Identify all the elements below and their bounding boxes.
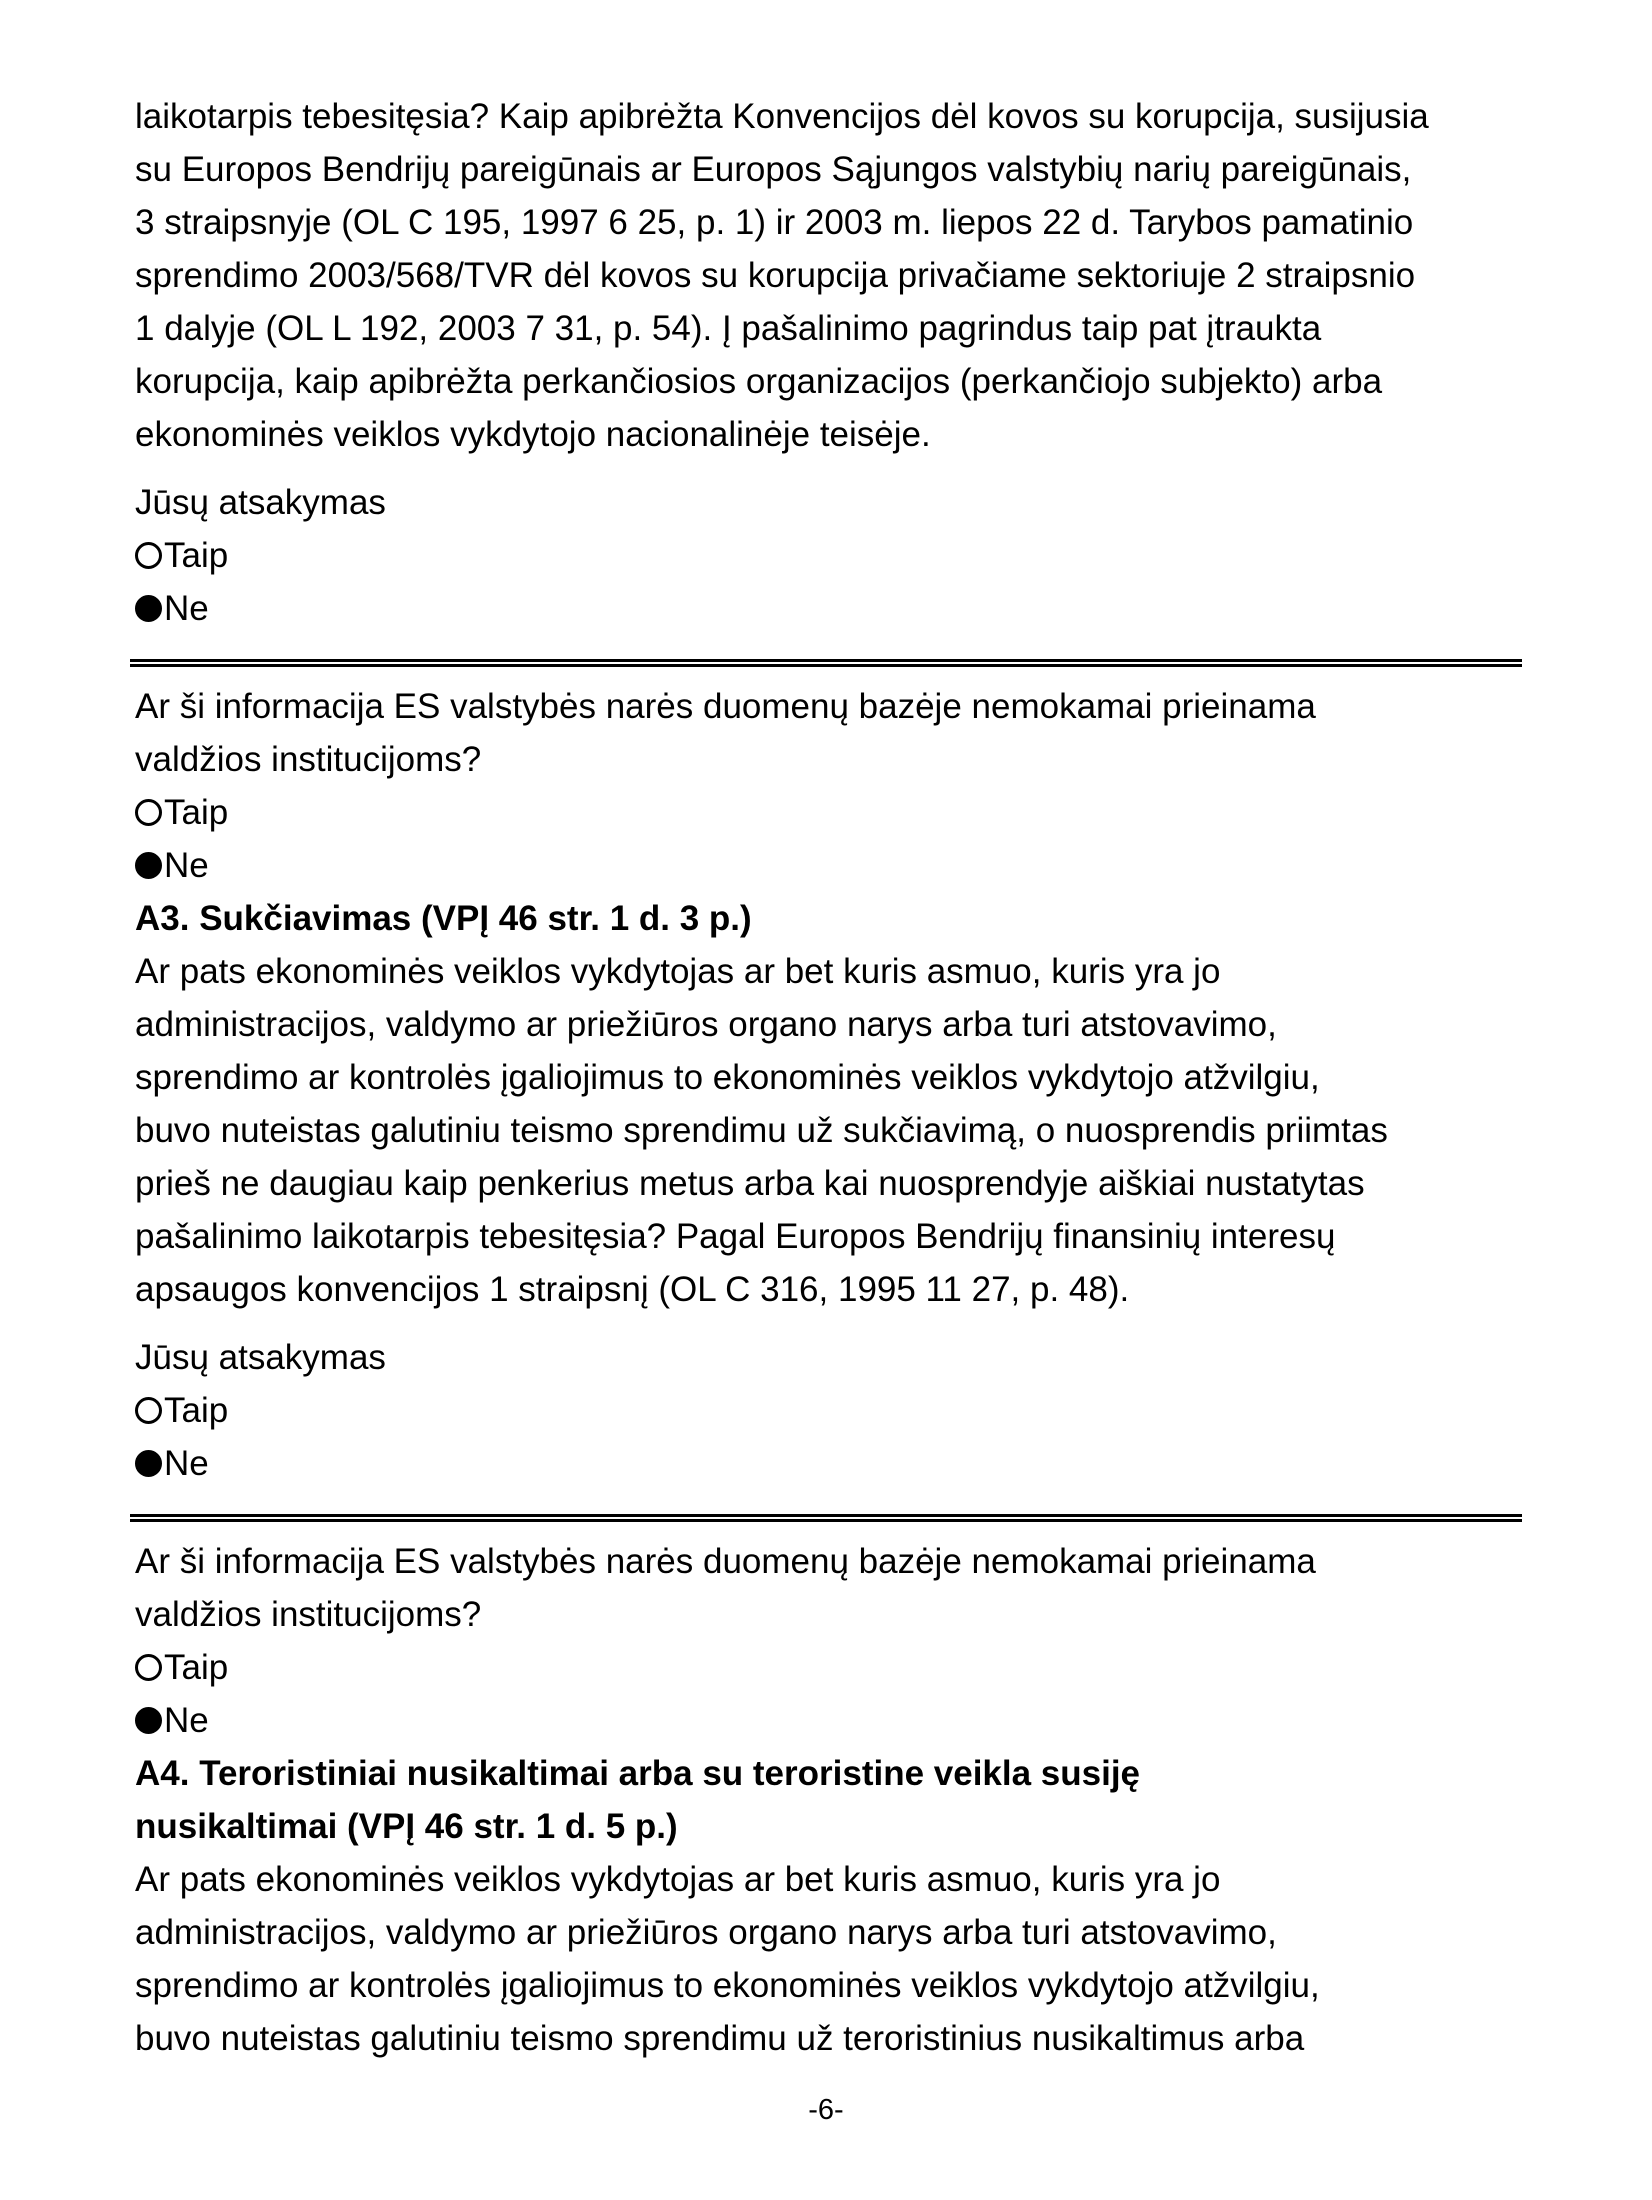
- text-line: prieš ne daugiau kaip penkerius metus arba kai nuosprendyje aiškiai nustatytas: [135, 1164, 1365, 1203]
- answer-label: Jūsų atsakymas: [135, 483, 386, 522]
- text-line: buvo nuteistas galutiniu teismo sprendimu už teroristinius nusikaltimus arba: [135, 2019, 1305, 2058]
- text-line: ekonominės veiklos vykdytojo nacionalinėje teisėje.: [135, 415, 931, 454]
- text-line: A4. Teroristiniai nusikaltimai arba su teroristine veikla susiję: [135, 1754, 1141, 1793]
- text-line: Ar pats ekonominės veiklos vykdytojas ar bet kuris asmuo, kuris yra jo: [135, 952, 1221, 991]
- text-line: korupcija, kaip apibrėžta perkančiosios organizacijos (perkančiojo subjekto) arba: [135, 362, 1383, 401]
- radio-button-icon[interactable]: [135, 1654, 162, 1681]
- radio-option-label: Taip: [164, 793, 229, 832]
- text-line: sprendimo ar kontrolės įgaliojimus to ekonominės veiklos vykdytojo atžvilgiu,: [135, 1966, 1320, 2005]
- text-line: pašalinimo laikotarpis tebesitęsia? Pagal Europos Bendrijų finansinių interesų: [135, 1217, 1336, 1256]
- section-a4-heading: [135, 1747, 1555, 1853]
- text-line: Ar ši informacija ES valstybės narės duomenų bazėje nemokamai prieinama: [135, 1542, 1316, 1581]
- radio-option-taip[interactable]: [135, 786, 1555, 839]
- radio-option-label: Ne: [164, 846, 209, 885]
- text-line: apsaugos konvencijos 1 straipsnį (OL C 316, 1995 11 27, p. 48).: [135, 1270, 1130, 1309]
- radio-option-taip[interactable]: [135, 1384, 1555, 1437]
- text-line: Ar pats ekonominės veiklos vykdytojas ar bet kuris asmuo, kuris yra jo: [135, 1860, 1221, 1899]
- radio-option-taip[interactable]: [135, 529, 1555, 582]
- radio-option-taip[interactable]: [135, 1641, 1555, 1694]
- radio-option-ne[interactable]: [135, 839, 1555, 892]
- text-line: valdžios institucijoms?: [135, 1595, 482, 1634]
- radio-button-icon[interactable]: [135, 1707, 162, 1734]
- text-line: 1 dalyje (OL L 192, 2003 7 31, p. 54). Į pašalinimo pagrindus taip pat įtraukta: [135, 309, 1322, 348]
- text-line: buvo nuteistas galutiniu teismo sprendimu už sukčiavimą, o nuosprendis priimtas: [135, 1111, 1388, 1150]
- radio-option-label: Ne: [164, 1701, 209, 1740]
- page-number: -6-: [808, 2094, 844, 2126]
- radio-button-icon[interactable]: [135, 799, 162, 826]
- radio-option-ne[interactable]: [135, 1694, 1555, 1747]
- section-divider: [130, 659, 1522, 667]
- text-line: Ar ši informacija ES valstybės narės duomenų bazėje nemokamai prieinama: [135, 687, 1316, 726]
- db-access-question-2: [135, 1535, 1555, 1641]
- radio-option-label: Ne: [164, 1444, 209, 1483]
- answer-label: Jūsų atsakymas: [135, 1338, 386, 1377]
- section-a3-heading: A3. Sukčiavimas (VPĮ 46 str. 1 d. 3 p.): [135, 899, 752, 938]
- text-line: 3 straipsnyje (OL C 195, 1997 6 25, p. 1) ir 2003 m. liepos 22 d. Tarybos pamatinio: [135, 203, 1414, 242]
- text-line: sprendimo 2003/568/TVR dėl kovos su korupcija privačiame sektoriuje 2 straipsnio: [135, 256, 1416, 295]
- section-a4-paragraph: [135, 1853, 1555, 2065]
- text-line: administracijos, valdymo ar priežiūros organo narys arba turi atstovavimo,: [135, 1005, 1277, 1044]
- radio-option-label: Taip: [164, 1391, 229, 1430]
- radio-button-icon[interactable]: [135, 1450, 162, 1477]
- radio-button-icon[interactable]: [135, 595, 162, 622]
- text-line: valdžios institucijoms?: [135, 740, 482, 779]
- text-line: laikotarpis tebesitęsia? Kaip apibrėžta Konvencijos dėl kovos su korupcija, susijusia: [135, 97, 1429, 136]
- db-access-question-1: [135, 680, 1555, 786]
- radio-option-label: Taip: [164, 536, 229, 575]
- radio-option-ne[interactable]: [135, 582, 1555, 635]
- radio-option-label: Ne: [164, 589, 209, 628]
- radio-option-ne[interactable]: [135, 1437, 1555, 1490]
- text-line: sprendimo ar kontrolės įgaliojimus to ekonominės veiklos vykdytojo atžvilgiu,: [135, 1058, 1320, 1097]
- radio-button-icon[interactable]: [135, 542, 162, 569]
- section-divider: [130, 1514, 1522, 1522]
- section-a3-paragraph: [135, 945, 1555, 1316]
- paragraph-corruption-continuation: [135, 90, 1555, 461]
- radio-option-label: Taip: [164, 1648, 229, 1687]
- text-line: administracijos, valdymo ar priežiūros organo narys arba turi atstovavimo,: [135, 1913, 1277, 1952]
- radio-button-icon[interactable]: [135, 1397, 162, 1424]
- text-line: nusikaltimai (VPĮ 46 str. 1 d. 5 p.): [135, 1807, 678, 1846]
- text-line: su Europos Bendrijų pareigūnais ar Europos Sąjungos valstybių narių pareigūnais,: [135, 150, 1412, 189]
- radio-button-icon[interactable]: [135, 852, 162, 879]
